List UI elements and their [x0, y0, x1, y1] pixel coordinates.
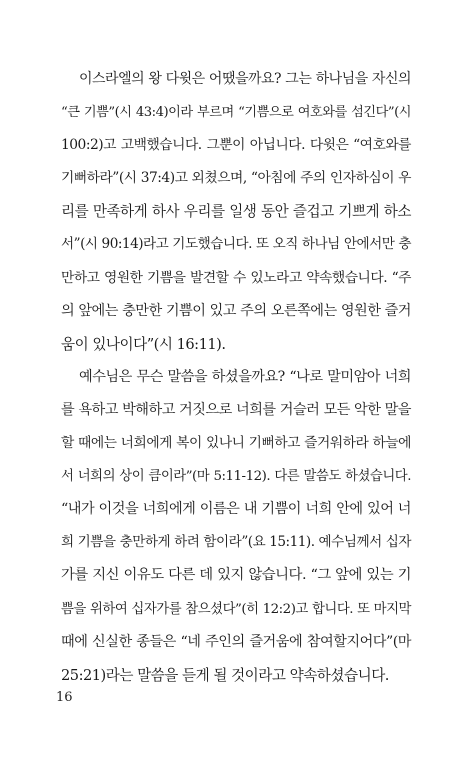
text-line: 희 기쁨을 충만하게 하려 함이라”(요 15:11). 예수님께서 십자: [61, 534, 411, 551]
text-line: 의 앞에는 충만한 기쁨이 있고 주의 오른쪽에는 영원한 즐거: [61, 302, 411, 319]
text-line: “내가 이것을 너희에게 이름은 내 기쁨이 너희 안에 있어 너: [61, 501, 411, 518]
text-line: 100:2)고 고백했습니다. 그뿐이 아닙니다. 다윗은 “여호와를: [61, 137, 411, 154]
text-line: 서 너희의 상이 큼이라”(마 5:11-12). 다른 말씀도 하셨습니다.: [61, 469, 411, 485]
text-line: 만하고 영원한 기쁨을 발견할 수 있노라고 약속했습니다. “주: [61, 269, 411, 286]
text-line: 기뻐하라”(시 37:4)고 외쳤으며, “아침에 주의 인자하심이 우: [61, 170, 411, 187]
text-line: 서”(시 90:14)라고 기도했습니다. 또 오직 하나님 안에서만 충: [61, 236, 411, 253]
text-line: 움이 있나이다”(시 16:11).: [61, 335, 226, 353]
page-number: 16: [56, 690, 73, 705]
paragraph-david: [61, 63, 411, 361]
text-line: 예수님은 무슨 말씀을 하셨을까요? “나로 말미암아 너희: [79, 368, 411, 385]
text-line: 를 욕하고 박해하고 거짓으로 너희를 거슬러 모든 악한 말을: [61, 401, 411, 418]
text-line: 할 때에는 너희에게 복이 있나니 기뻐하고 즐거워하라 하늘에: [61, 435, 411, 452]
text-line: 때에 신실한 종들은 “네 주인의 즐거움에 참여할지어다”(마: [61, 633, 411, 650]
paragraph-jesus: [61, 361, 411, 692]
text-line: 이스라엘의 왕 다윗은 어땠을까요? 그는 하나님을 자신의: [79, 71, 411, 87]
body-text: [61, 63, 411, 692]
text-line: 리를 만족하게 하사 우리를 일생 동안 즐겁고 기쁘게 하소: [61, 203, 411, 221]
text-line: 쁨을 위하여 십자가를 참으셨다”(히 12:2)고 합니다. 또 마지막: [61, 601, 411, 617]
text-line: 가를 지신 이유도 다른 데 있지 않습니다. “그 앞에 있는 기: [61, 567, 411, 584]
text-line: “큰 기쁨”(시 43:4)이라 부르며 “기쁨으로 여호와를 섬긴다”(시: [61, 105, 411, 121]
text-line: 25:21)라는 말씀을 듣게 될 것이라고 약속하셨습니다.: [61, 666, 389, 684]
